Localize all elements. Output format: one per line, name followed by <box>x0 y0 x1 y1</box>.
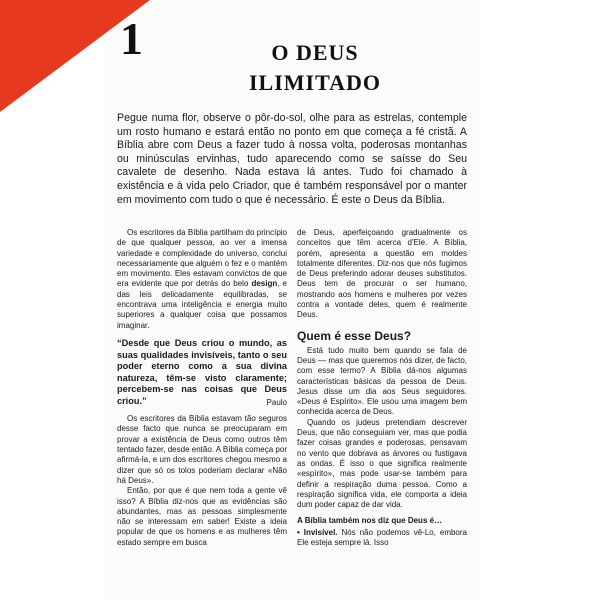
right-paragraph-1: de Deus, aperfeiçoando gradualmente os conceitos que têm acerca d'Ele. A Bíblia, porém, apresenta a questão em moldes totalmente diferentes. Diz-nos que nós fugimos de Deus preferindo adorar deuses substitutos. Deus tem de procurar o ser humano, mostrando aos homens e mulheres por vezes contra a vontade deles, quem é realmente Deus. <box>297 228 467 320</box>
right-column <box>297 228 467 548</box>
left-paragraph-1 <box>117 228 287 331</box>
chapter-title-line-1: O DEUS <box>271 40 359 65</box>
chapter-title-line-2: ILIMITADO <box>248 70 382 95</box>
pull-quote <box>117 338 287 408</box>
bullet-item-text: Nós não podemos vê-Lo, embora Ele esteja sempre lá. Isso <box>297 527 467 548</box>
left-paragraph-2: Os escritores da Bíblia estavam tão seguros desse facto que nunca se preocuparam em provar a existência de Deus como outros têm tentado fazer, desde então. A Bíblia começa por afirmá-la, e um dos escritores chegou mesmo a dizer que só os tolos poderiam declarar «Não há Deus». <box>117 414 287 485</box>
sub-heading: A Bíblia também nos diz que Deus é… <box>297 516 443 526</box>
right-paragraph-2: Está tudo muito bem quando se fala de Deus — mas que queremos nós dizer, de facto, com esse termo? A Bíblia dá-nos algumas características básicas da pessoa de Deus. Jesus disse um dia aos Seus seguidores. «Deus é Espírito». Ele usou uma imagem bem conhecida acerca de Deus. <box>297 345 467 417</box>
chapter-number: 1 <box>120 13 143 64</box>
left-paragraph-3: Então, por que é que nem toda a gente vê isso? A Bíblia diz-nos que as evidências são abundantes, mas as pessoas simplesmente não se interessam em saber! Existe a ideia popular de que os homens e as mulheres têm estado sempre em busca <box>117 486 287 547</box>
left-column <box>117 228 287 548</box>
bullet-item-title: • Invisível. <box>297 527 338 537</box>
right-paragraph-3: Quando os judeus pretendiam descrever Deus, que não conseguiam ver, mas que podia fazer coisas grandes e poderosas, pensavam no vento que dobrava as árvores ou fustigava as ondas. É isso o que significa realmente «espírito», mas pode usar-se também para definir a respiração duma pessoa. Como a respiração significa vida, ele comporta a ideia dum poder capaz de dar vida. <box>297 417 467 510</box>
section-heading: Quem é esse Deus? <box>297 328 412 343</box>
bullet-item <box>297 528 467 549</box>
left-paragraph-1-bold: design <box>251 279 278 289</box>
left-paragraph-1-part-a: Os escritores da Bíblia partilham do princípio de que qualquer pessoa, ao ver a imensa variedade e complexidade do universo, conclui necessariamente que alguém o fez e o mantém em movimento. Eles estavam convictos de que era evidente que por detrás do belo <box>117 228 287 289</box>
left-paragraph-1-part-b: , e das leis delicadamente equilibradas, se encontrava uma inteligência e energia muito superiores a qualquer coisa que possamos imaginar. <box>117 279 287 330</box>
pull-quote-author: Paulo <box>266 397 287 407</box>
pull-quote-text: “Desde que Deus criou o mundo, as suas qualidades invisíveis, tanto o seu poder eterno como a sua divina natureza, têm-se visto claramente; percebem-se nas coisas que Deus criou.” <box>117 337 287 406</box>
chapter-title <box>220 38 410 98</box>
intro-paragraph: Pegue numa flor, observe o pôr-do-sol, olhe para as estrelas, contemple um rosto humano e estará então no ponto em que começa a fé cristã. A Bíblia abre com Deus a fazer tudo à nossa volta, poderosas montanhas ou minúsculas ervinhas, tudo aparecendo como se saísse do Seu cavalete de desenho. Nada estava lá antes. Tudo foi chamado à existência e à vida pelo Criador, que é também responsável por o manter em movimento com tudo o que é necessário. É este o Deus da Bíblia. <box>117 112 467 206</box>
